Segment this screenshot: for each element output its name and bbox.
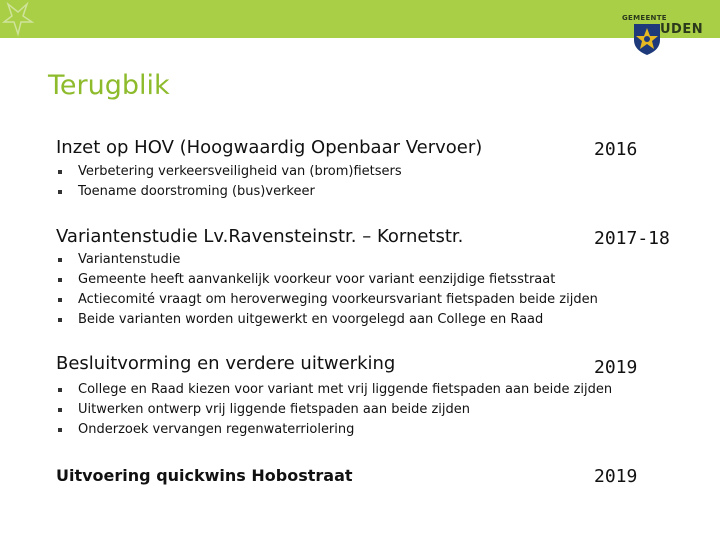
bullet-icon (58, 258, 62, 262)
coat-of-arms-icon (630, 22, 664, 56)
list-item: Actiecomité vraagt om heroverweging voorkeursvariant fietspaden beide zijden (58, 290, 598, 310)
list-item: Uitwerken ontwerp vrij liggende fietspaden aan beide zijden (58, 400, 612, 420)
bullet-list-variantenstudie (58, 250, 598, 330)
bullet-icon (58, 298, 62, 302)
section-heading-quickwins: Uitvoering quickwins Hobostraat (56, 466, 353, 485)
bullet-icon (58, 170, 62, 174)
section-heading-hov: Inzet op HOV (Hoogwaardig Openbaar Vervoer) (56, 137, 483, 158)
list-item: Onderzoek vervangen regenwaterriolering (58, 420, 612, 440)
gemeente-uden-logo (614, 6, 718, 56)
bullet-icon (58, 408, 62, 412)
bullet-list-besluitvorming (58, 380, 612, 440)
section-year-quickwins: 2019 (594, 466, 638, 487)
list-item: Toename doorstroming (bus)verkeer (58, 182, 402, 202)
bullet-icon (58, 428, 62, 432)
section-heading-besluitvorming: Besluitvorming en verdere uitwerking (56, 353, 396, 374)
list-item: Verbetering verkeersveiligheid van (brom)fietsers (58, 162, 402, 182)
section-year-hov: 2016 (594, 139, 638, 160)
list-item: Gemeente heeft aanvankelijk voorkeur voor variant eenzijdige fietsstraat (58, 270, 598, 290)
top-banner (0, 0, 720, 38)
list-item: College en Raad kiezen voor variant met vrij liggende fietspaden aan beide zijden (58, 380, 612, 400)
logo-small-text: GEMEENTE (622, 14, 667, 22)
bullet-icon (58, 318, 62, 322)
page-title: Terugblik (48, 70, 170, 101)
list-item: Beide varianten worden uitgewerkt en voorgelegd aan College en Raad (58, 310, 598, 330)
bullet-icon (58, 190, 62, 194)
list-item: Variantenstudie (58, 250, 598, 270)
star-decoration-icon (2, 0, 38, 38)
section-heading-variantenstudie: Variantenstudie Lv.Ravensteinstr. – Kornetstr. (56, 226, 464, 247)
section-year-variantenstudie: 2017-18 (594, 228, 670, 249)
section-year-besluitvorming: 2019 (594, 357, 638, 378)
bullet-icon (58, 388, 62, 392)
bullet-icon (58, 278, 62, 282)
bullet-list-hov (58, 162, 402, 202)
logo-big-text: UDEN (660, 22, 704, 37)
